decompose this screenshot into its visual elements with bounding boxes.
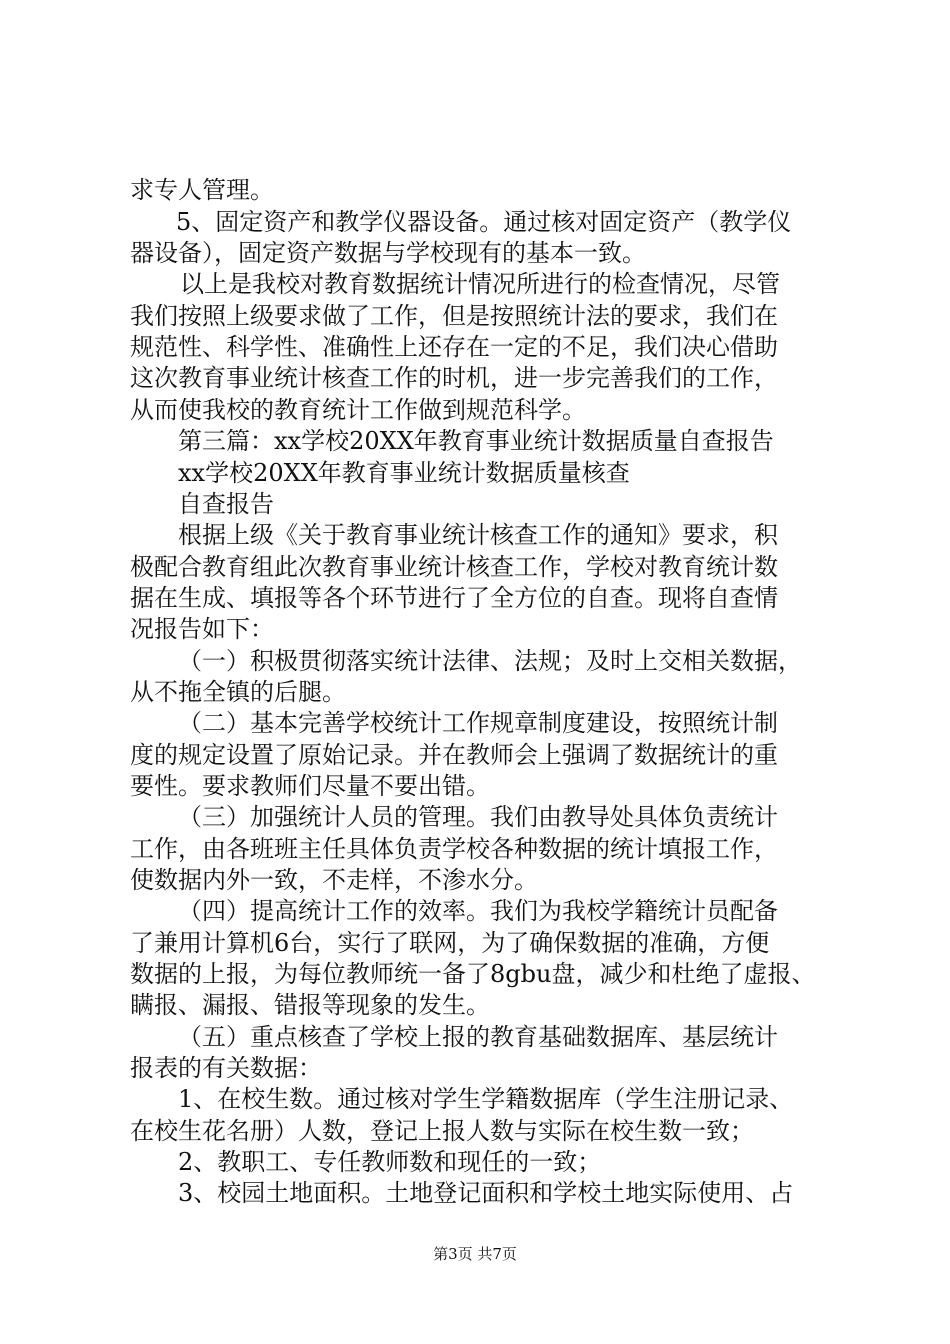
text-line: 使数据内外一致，不走样，不渗水分。 bbox=[130, 866, 538, 894]
text-line: 以上是我校对教育数据统计情况所进行的检查情况，尽管 bbox=[180, 270, 780, 298]
text-line: 从而使我校的教育统计工作做到规范科学。 bbox=[130, 396, 586, 424]
text-line: 我们按照上级要求做了工作，但是按照统计法的要求，我们在 bbox=[130, 302, 778, 330]
text-line: （二）基本完善学校统计工作规章制度建设，按照统计制 bbox=[178, 709, 778, 737]
text-line: 这次教育事业统计核查工作的时机，进一步完善我们的工作， bbox=[130, 364, 778, 392]
page-number: 第3页 共7页 bbox=[433, 1245, 517, 1263]
text-line: 1、在校生数。通过核对学生学籍数据库（学生注册记录、 bbox=[178, 1085, 794, 1113]
text-line: 3、校园土地面积。土地登记面积和学校土地实际使用、占 bbox=[178, 1179, 794, 1207]
text-line: 据在生成、填报等各个环节进行了全方位的自查。现将自查情 bbox=[130, 584, 778, 612]
text-line: 器设备），固定资产数据与学校现有的基本一致。 bbox=[130, 239, 646, 267]
text-line: 规范性、科学性、准确性上还存在一定的不足，我们决心借助 bbox=[130, 333, 778, 361]
text-line: 求专人管理。 bbox=[130, 176, 274, 204]
text-line: 极配合教育组此次教育事业统计核查工作，学校对教育统计数 bbox=[130, 553, 778, 581]
text-line: 在校生花名册）人数，登记上报人数与实际在校生数一致； bbox=[130, 1117, 754, 1145]
text-line: 报表的有关数据： bbox=[130, 1054, 322, 1082]
section-heading: 第三篇：xx学校20XX年教育事业统计数据质量自查报告 bbox=[178, 427, 774, 455]
text-line: 度的规定设置了原始记录。并在教师会上强调了数据统计的重 bbox=[130, 741, 778, 769]
text-line: 根据上级《关于教育事业统计核查工作的通知》要求，积 bbox=[178, 521, 778, 549]
text-line: 2、教职工、专任教师数和现任的一致； bbox=[178, 1148, 602, 1176]
text-line: （四）提高统计工作的效率。我们为我校学籍统计员配备 bbox=[178, 897, 778, 925]
text-line: 从不拖全镇的后腿。 bbox=[130, 678, 346, 706]
report-title: xx学校20XX年教育事业统计数据质量核查 bbox=[178, 459, 630, 487]
text-line: 工作，由各班班主任具体负责学校各种数据的统计填报工作， bbox=[130, 835, 778, 863]
text-line: 5、固定资产和教学仪器设备。通过核对固定资产（教学仪 bbox=[176, 208, 792, 236]
text-line: （三）加强统计人员的管理。我们由教导处具体负责统计 bbox=[178, 803, 778, 831]
text-line: 况报告如下： bbox=[130, 615, 274, 643]
text-line: 瞒报、漏报、错报等现象的发生。 bbox=[130, 991, 490, 1019]
text-line: 要性。要求教师们尽量不要出错。 bbox=[130, 772, 490, 800]
text-line: 了兼用计算机6台，实行了联网，为了确保数据的准确，方便 bbox=[130, 929, 770, 957]
text-line: （五）重点核查了学校上报的教育基础数据库、基层统计 bbox=[178, 1023, 778, 1051]
report-subtitle: 自查报告 bbox=[178, 490, 274, 518]
text-line: 数据的上报，为每位教师统一备了8gbu盘，减少和杜绝了虚报、 bbox=[130, 960, 816, 988]
text-line: （一）积极贯彻落实统计法律、法规；及时上交相关数据， bbox=[178, 647, 802, 675]
